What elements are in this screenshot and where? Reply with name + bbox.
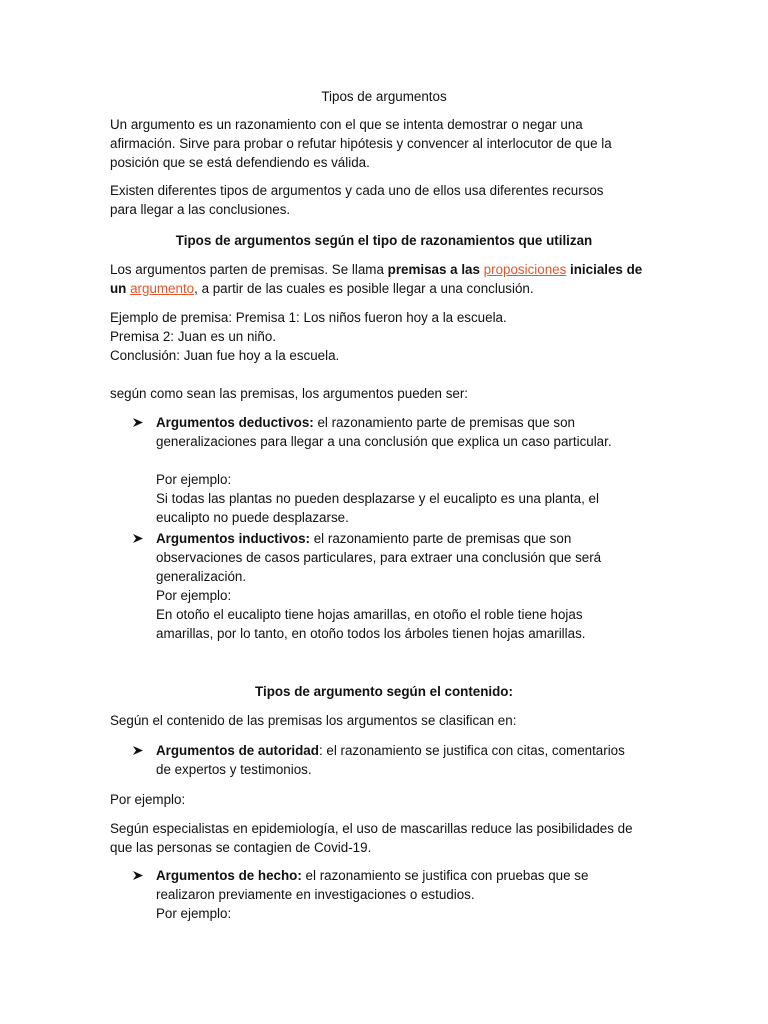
premise-text-2: , a partir de las cuales es posible llegar a una conclusión. xyxy=(194,281,534,296)
text-line: Ejemplo de premisa: Premisa 1: Los niños fueron hoy a la escuela. xyxy=(110,310,507,325)
deductive-desc: el razonamiento parte de premisas que son xyxy=(313,415,576,430)
example-label: Por ejemplo: xyxy=(156,588,232,603)
term-inductive: Argumentos inductivos: xyxy=(156,531,310,546)
text-line xyxy=(156,529,658,548)
arrow-bullet-icon xyxy=(132,866,146,881)
text-line: Conclusión: Juan fue hoy a la escuela. xyxy=(110,348,340,363)
text-line: Premisa 2: Juan es un niño. xyxy=(110,329,276,344)
arrow-bullet-icon xyxy=(132,741,146,756)
term-deductive: Argumentos deductivos: xyxy=(156,415,314,430)
deductive-text xyxy=(156,413,658,527)
fact-desc: el razonamiento se justifica con pruebas que se xyxy=(301,868,589,883)
text-line: para llegar a las conclusiones. xyxy=(110,202,291,217)
premise-bold-2: iniciales de xyxy=(566,262,643,277)
text-line: Un argumento es un razonamiento con el que se intenta demostrar o negar una xyxy=(110,117,583,132)
text-line: Según especialistas en epidemiología, el uso de mascarillas reduce las posibilidades de xyxy=(110,821,633,836)
term-fact: Argumentos de hecho: xyxy=(156,868,302,883)
link-proposiciones[interactable]: proposiciones xyxy=(483,262,567,277)
premise-example xyxy=(110,308,658,365)
authority-example xyxy=(110,819,658,857)
text-line: En otoño el eucalipto tiene hojas amarillas, en otoño el roble tiene hojas xyxy=(156,607,583,622)
text-line: Si todas las plantas no pueden desplazarse y el eucalipto es una planta, el xyxy=(156,491,599,506)
premise-types-lead: según como sean las premisas, los argumentos pueden ser: xyxy=(110,386,469,401)
text-line: afirmación. Sirve para probar o refutar hipótesis y convencer al interlocutor de que la xyxy=(110,136,612,151)
example-label: Por ejemplo: xyxy=(156,906,232,921)
text-line xyxy=(110,279,658,298)
authority-text xyxy=(156,741,658,779)
inductive-text xyxy=(156,529,658,643)
arrow-bullet-icon xyxy=(132,413,146,428)
blank-line xyxy=(156,451,658,470)
fact-text xyxy=(156,866,658,923)
text-line xyxy=(110,260,658,279)
authority-desc: : el razonamiento se justifica con citas, comentarios xyxy=(318,743,625,758)
section-heading-content: Tipos de argumento según el contenido: xyxy=(255,684,513,699)
intro-paragraph-1 xyxy=(110,115,658,172)
premise-text: Los argumentos parten de premisas. Se llama xyxy=(110,262,388,277)
text-line: Existen diferentes tipos de argumentos y cada uno de ellos usa diferentes recursos xyxy=(110,183,604,198)
document-title: Tipos de argumentos xyxy=(321,89,447,104)
premise-bold: premisas a las xyxy=(387,262,484,277)
example-label: Por ejemplo: xyxy=(156,472,232,487)
text-line: de expertos y testimonios. xyxy=(156,762,312,777)
premise-paragraph xyxy=(110,260,658,298)
text-line: amarillas, por lo tanto, en otoño todos los árboles tienen hojas amarillas. xyxy=(156,626,586,641)
text-line xyxy=(156,413,658,432)
intro-paragraph-2 xyxy=(110,181,658,219)
premise-bold-3: un xyxy=(110,281,131,296)
text-line: realizaron previamente en investigaciones o estudios. xyxy=(156,887,475,902)
example-label: Por ejemplo: xyxy=(110,792,186,807)
text-line: observaciones de casos particulares, para extraer una conclusión que será xyxy=(156,550,602,565)
inductive-desc: el razonamiento parte de premisas que son xyxy=(310,531,572,546)
section-heading-reasoning: Tipos de argumentos según el tipo de razonamientos que utilizan xyxy=(175,233,593,248)
term-authority: Argumentos de autoridad xyxy=(156,743,319,758)
text-line xyxy=(156,866,658,885)
link-argumento[interactable]: argumento xyxy=(130,281,195,296)
text-line xyxy=(156,741,658,760)
content-types-lead: Según el contenido de las premisas los argumentos se clasifican en: xyxy=(110,713,517,728)
text-line: que las personas se contagien de Covid-19. xyxy=(110,840,372,855)
text-line: generalizaciones para llegar a una conclusión que explica un caso particular. xyxy=(156,434,612,449)
text-line: eucalipto no puede desplazarse. xyxy=(156,510,349,525)
text-line: posición que se está defendiendo es válida. xyxy=(110,155,370,170)
text-line: generalización. xyxy=(156,569,247,584)
arrow-bullet-icon xyxy=(132,529,146,544)
